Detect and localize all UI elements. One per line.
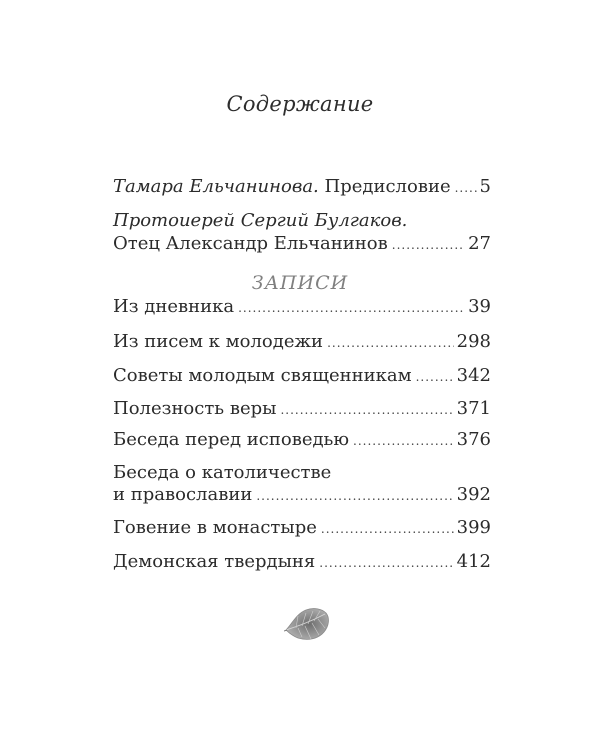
entry-page: 342 [456, 365, 491, 386]
toc-entry[interactable] [113, 398, 491, 421]
entry-page: 412 [456, 551, 491, 572]
entry-page: 27 [468, 233, 491, 254]
dot-leader [321, 518, 454, 540]
entry-title-line2: и православии [113, 484, 253, 505]
entry-page: 371 [456, 398, 491, 419]
dot-leader [392, 234, 465, 256]
toc-entry-author-line [113, 210, 407, 232]
entry-author: Тамара Ельчанинова. [113, 176, 319, 197]
dot-leader [280, 399, 453, 421]
toc-entry[interactable] [113, 517, 491, 540]
entry-page: 39 [468, 296, 491, 317]
dot-leader [416, 366, 454, 388]
toc-entry-preface[interactable] [113, 176, 491, 199]
entry-page: 376 [456, 429, 491, 450]
dot-leader [256, 485, 453, 507]
entry-page: 298 [456, 331, 491, 352]
entry-page: 392 [456, 484, 491, 505]
entry-title: Демонская твердыня [113, 551, 316, 572]
entry-author: Протоиерей Сергий Булгаков. [113, 210, 408, 231]
dot-leader [353, 430, 454, 452]
entry-title: Говение в монастыре [113, 517, 317, 538]
section-heading: ЗАПИСИ [251, 272, 349, 294]
entry-title: Предисловие [324, 176, 451, 197]
page-title: Содержание [226, 92, 374, 116]
entry-title: Полезность веры [113, 398, 277, 419]
entry-title: Советы молодым священникам [113, 365, 412, 386]
entry-title: Беседа перед исповедью [113, 429, 350, 450]
birch-leaf-icon [284, 604, 332, 644]
toc-entry[interactable] [113, 484, 491, 507]
toc-entry[interactable] [113, 365, 491, 388]
dot-leader [455, 177, 477, 199]
entry-page: 399 [456, 517, 491, 538]
toc-entry-father-alexander[interactable] [113, 233, 491, 256]
dot-leader [327, 332, 454, 354]
entry-title: Из дневника [113, 296, 235, 317]
entry-title-line1: Беседа о католичестве [113, 462, 332, 483]
entry-title: Из писем к молодежи [113, 331, 324, 352]
toc-entry[interactable] [113, 551, 491, 574]
toc-entry[interactable] [113, 429, 491, 452]
toc-entry[interactable] [113, 331, 491, 354]
dot-leader [238, 297, 465, 319]
entry-page: 5 [479, 176, 491, 197]
dot-leader [319, 552, 453, 574]
toc-entry-first-line [113, 462, 331, 484]
entry-title: Отец Александр Ельчанинов [113, 233, 388, 254]
toc-entry[interactable] [113, 296, 491, 319]
